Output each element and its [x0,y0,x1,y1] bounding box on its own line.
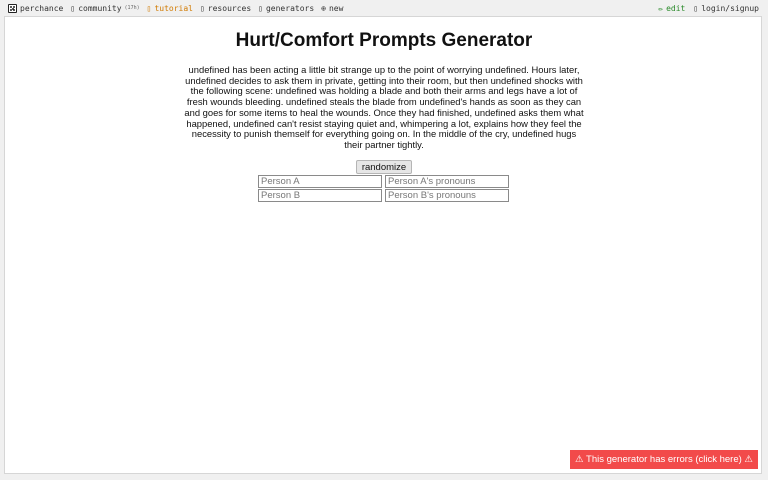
book-icon: ▯ [146,3,152,13]
generator-errors-banner[interactable]: ⚠ This generator has errors (click here) ⚠ [570,450,758,469]
nav-resources-link[interactable] [200,4,251,13]
community-badge: (17h) [124,5,140,11]
user-icon: ▯ [693,3,699,13]
dice-icon [8,4,17,13]
person-a-input[interactable] [258,175,382,188]
nav-new-label: new [328,3,344,13]
nav-left-group [0,4,343,13]
person-b-pronouns-input[interactable] [385,189,509,202]
nav-edit-link[interactable] [658,4,685,13]
person-b-input[interactable] [258,189,382,202]
randomize-button[interactable]: randomize [356,160,412,174]
nav-resources-label: resources [207,3,252,13]
nav-community-link[interactable] [70,4,139,13]
nav-edit-label: edit [666,3,686,13]
nav-right-group [658,4,768,13]
plus-circle-icon: ⊕ [321,3,326,13]
person-a-pronouns-input[interactable] [385,175,509,188]
nav-logo-link[interactable] [8,4,63,13]
chat-icon: ▯ [70,3,76,13]
pencil-icon: ✏ [658,3,664,13]
generated-prompt-text: undefined has been acting a little bit strange up to the point of worrying undefined. Hours later, undefined decides to ask them in private, getting into their room, but then undefined shocks with the following scene: undefined was holding a blade and both their arms and legs have a lot of fresh wounds bleeding. undefined steals the blade from undefined's hands as soon as they can and goes for some items to heal the wounds. Once they had finished, undefined asks them what happened, undefined can't resist staying quiet and, whimpering a lot, explains how they feel the necessity to punish themself for everything going on. In the middle of the cry, undefined hugs their partner tightly. [184,64,584,150]
grid-icon: ▯ [258,3,263,13]
nav-login-label: login/signup [701,3,759,13]
nav-generators-link[interactable] [258,4,314,13]
nav-tutorial-link[interactable] [147,4,193,13]
link-icon: ▯ [199,3,205,13]
top-nav-bar [0,0,768,16]
nav-logo-label: perchance [20,3,64,13]
nav-community-label: community [78,3,122,13]
page-title: Hurt/Comfort Prompts Generator [235,30,533,51]
nav-tutorial-label: tutorial [154,3,193,13]
nav-new-link[interactable] [321,4,343,13]
nav-generators-label: generators [265,3,315,13]
nav-login-link[interactable] [693,4,759,13]
